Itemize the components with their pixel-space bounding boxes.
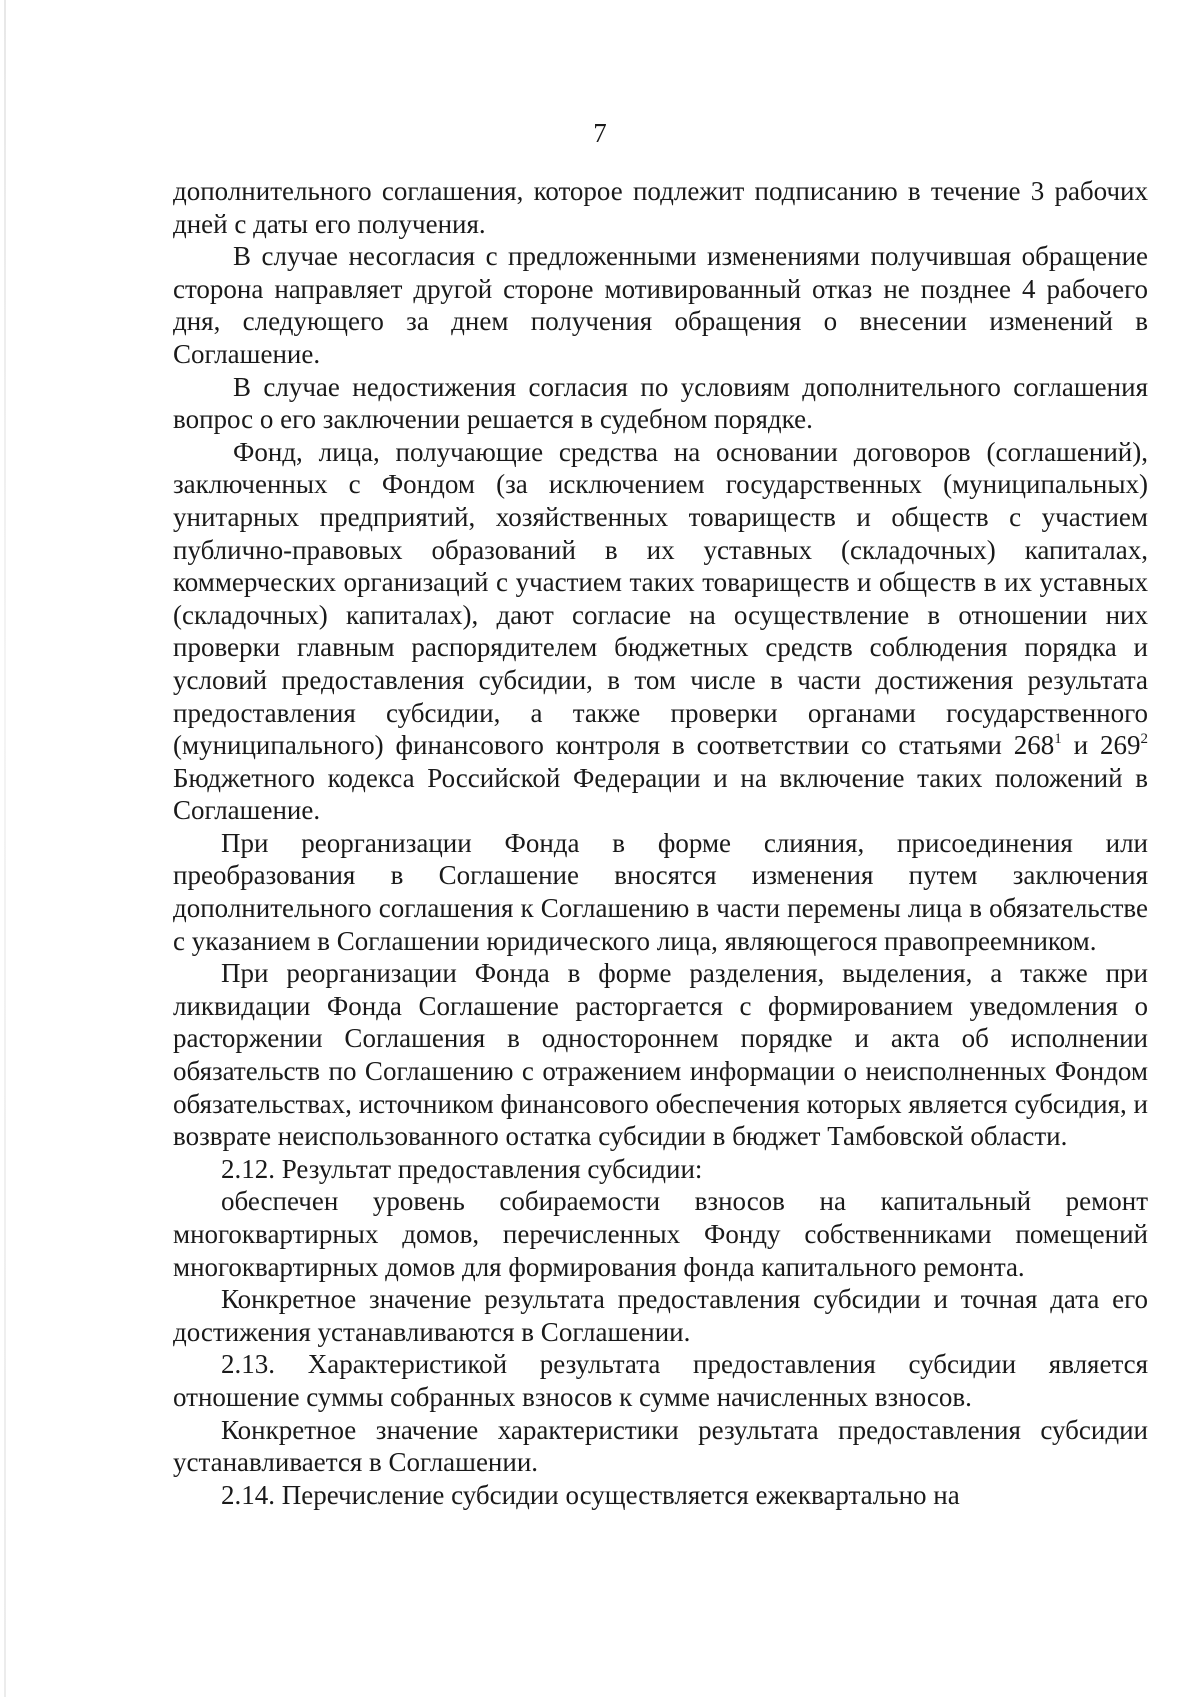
paragraph-consent-inspection (173, 436, 1148, 827)
superscript-1: 1 (1054, 731, 1062, 748)
paragraph-reorganization-merge: При реорганизации Фонда в форме слияния, присоединения или преобразования в Соглашение вносятся изменения путем заключения дополнительного соглашения к Соглашению в части перемены лица в обязательстве с указанием в Соглашении юридического лица, являющегося правопреемником. (173, 827, 1148, 956)
section-2-12-heading: 2.12. Результат предоставления субсидии: (221, 1153, 703, 1184)
paragraph-consent-part-2: и 269 (1061, 730, 1141, 761)
paragraph-reorganization-split: При реорганизации Фонда в форме разделения, выделения, а также при ликвидации Фонда Соглашение расторгается с формированием уведомления о расторжении Соглашения в одностороннем порядке и акта об исполнении обязательств по Соглашению с отражением информации о неисполненных Фондом обязательствах, источником финансового обеспечения которых является субсидия, и возврате неиспользованного остатка субсидии в бюджет Тамбовской области. (173, 958, 1148, 1152)
paragraph-consent-part-1: Фонд, лица, получающие средства на основании договоров (соглашений), заключенных с Фондом (за исключением государственных (муниципальных) унитарных предприятий, хозяйственных товариществ и обществ с участием публично-правовых образований в их уставных (складочных) капиталах, коммерческих организаций с участием таких товариществ и обществ в их уставных (складочных) капиталах), дают согласие на осуществление в отношении них проверки главным распорядителем бюджетных средств соблюдения порядка и условий предоставления субсидии, в том числе в части достижения результата предоставления субсидии, а также проверки органами государственного (муниципального) финансового контроля в соответствии со статьями 268 (173, 436, 1148, 761)
paragraph-no-agreement: В случае недостижения согласия по условиям дополнительного соглашения вопрос о его заключении решается в судебном порядке. (173, 371, 1148, 435)
superscript-2: 2 (1140, 731, 1149, 748)
page-number: 7 (593, 118, 607, 148)
paragraph-continuation: дополнительного соглашения, которое подлежит подписанию в течение 3 рабочих дней с даты его получения. (173, 176, 1148, 239)
paragraph-collection-level: обеспечен уровень собираемости взносов на капитальный ремонт многоквартирных домов, перечисленных Фонду собственниками помещений многоквартирных домов для формирования фонда капитального ремонта. (173, 1186, 1148, 1282)
paragraph-characteristic-value: Конкретное значение характеристики результата предоставления субсидии устанавливается в Соглашении. (173, 1414, 1148, 1478)
paragraph-disagreement: В случае несогласия с предложенными изменениями получившая обращение сторона направляет другой стороне мотивированный отказ не позднее 4 рабочего дня, следующего за днем получения обращения о внесении изменений в Соглашение. (173, 241, 1148, 369)
scan-edge (4, 0, 6, 1697)
paragraph-result-value: Конкретное значение результата предоставления субсидии и точная дата его достижения устанавливаются в Соглашении. (173, 1284, 1148, 1347)
section-2-14: 2.14. Перечисление субсидии осуществляется ежеквартально на (221, 1479, 960, 1510)
document-body (173, 175, 1148, 1511)
paragraph-consent-part-3: Бюджетного кодекса Российской Федерации и на включение таких положений в Соглашение. (173, 762, 1148, 826)
section-2-13: 2.13. Характеристикой результата предоставления субсидии является отношение суммы собранных взносов к сумме начисленных взносов. (173, 1349, 1148, 1412)
